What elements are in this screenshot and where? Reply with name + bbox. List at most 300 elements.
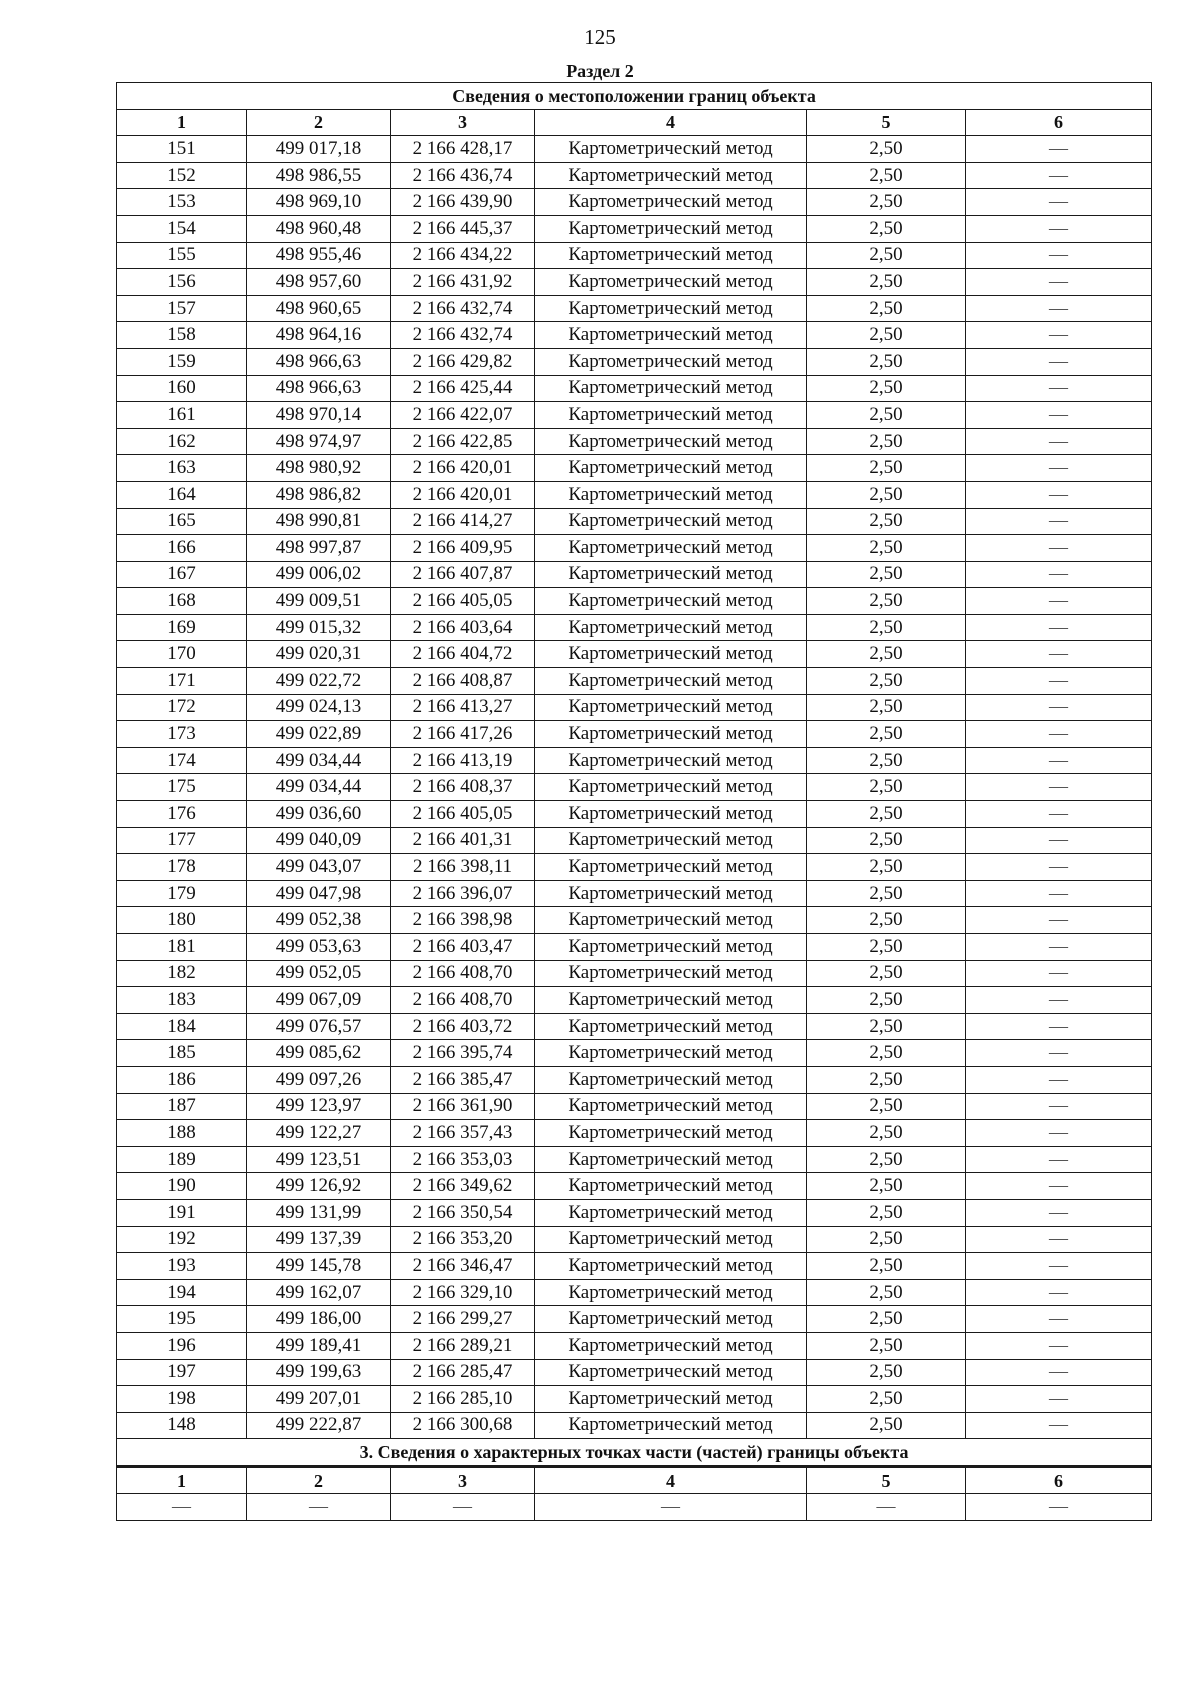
coordinate-y-cell: 2 166 407,87	[391, 561, 535, 588]
empty-cell: —	[966, 322, 1152, 349]
coordinate-y-cell: 2 166 346,47	[391, 1253, 535, 1280]
coordinate-x-cell: 498 966,63	[247, 375, 391, 402]
coordinate-y-cell: 2 166 299,27	[391, 1306, 535, 1333]
coordinate-y-cell: 2 166 300,68	[391, 1412, 535, 1439]
section3-column-header: 5	[807, 1466, 966, 1494]
point-number-cell: 189	[117, 1146, 247, 1173]
point-number-cell: 195	[117, 1306, 247, 1333]
table-row	[117, 588, 1152, 615]
coordinate-y-cell: 2 166 329,10	[391, 1279, 535, 1306]
coordinate-x-cell: 499 024,13	[247, 694, 391, 721]
coordinate-x-cell: 498 964,16	[247, 322, 391, 349]
table-header-row	[117, 109, 1152, 136]
coordinate-x-cell: 499 137,39	[247, 1226, 391, 1253]
point-number-cell: 162	[117, 428, 247, 455]
table-row	[117, 375, 1152, 402]
table-row	[117, 215, 1152, 242]
section3-cell: —	[247, 1494, 391, 1521]
method-cell: Картометрический метод	[535, 215, 807, 242]
coordinate-y-cell: 2 166 436,74	[391, 162, 535, 189]
table-row	[117, 801, 1152, 828]
point-number-cell: 186	[117, 1066, 247, 1093]
method-cell: Картометрический метод	[535, 1066, 807, 1093]
method-cell: Картометрический метод	[535, 694, 807, 721]
empty-cell: —	[966, 668, 1152, 695]
coordinate-x-cell: 499 043,07	[247, 854, 391, 881]
accuracy-cell: 2,50	[807, 1173, 966, 1200]
table-caption-row	[117, 83, 1152, 110]
coordinate-y-cell: 2 166 445,37	[391, 215, 535, 242]
empty-cell: —	[966, 960, 1152, 987]
method-cell: Картометрический метод	[535, 561, 807, 588]
method-cell: Картометрический метод	[535, 641, 807, 668]
empty-cell: —	[966, 295, 1152, 322]
coordinate-x-cell: 499 097,26	[247, 1066, 391, 1093]
point-number-cell: 169	[117, 614, 247, 641]
table-row	[117, 1359, 1152, 1386]
section3-cell: —	[807, 1494, 966, 1521]
table-row	[117, 854, 1152, 881]
coordinate-x-cell: 498 960,65	[247, 295, 391, 322]
point-number-cell: 158	[117, 322, 247, 349]
empty-cell: —	[966, 854, 1152, 881]
point-number-cell: 188	[117, 1120, 247, 1147]
point-number-cell: 156	[117, 269, 247, 296]
accuracy-cell: 2,50	[807, 269, 966, 296]
point-number-cell: 164	[117, 481, 247, 508]
coordinate-x-cell: 498 955,46	[247, 242, 391, 269]
method-cell: Картометрический метод	[535, 1173, 807, 1200]
accuracy-cell: 2,50	[807, 375, 966, 402]
section3-cell: —	[117, 1494, 247, 1521]
method-cell: Картометрический метод	[535, 295, 807, 322]
coordinate-y-cell: 2 166 422,07	[391, 402, 535, 429]
table-row	[117, 1279, 1152, 1306]
coordinate-x-cell: 499 067,09	[247, 987, 391, 1014]
empty-cell: —	[966, 747, 1152, 774]
coordinate-x-cell: 498 970,14	[247, 402, 391, 429]
coordinate-x-cell: 499 222,87	[247, 1412, 391, 1439]
accuracy-cell: 2,50	[807, 1146, 966, 1173]
table-row	[117, 694, 1152, 721]
method-cell: Картометрический метод	[535, 1253, 807, 1280]
coordinate-y-cell: 2 166 434,22	[391, 242, 535, 269]
coordinate-x-cell: 499 189,41	[247, 1332, 391, 1359]
point-number-cell: 170	[117, 641, 247, 668]
point-number-cell: 192	[117, 1226, 247, 1253]
table-caption: Сведения о местоположении границ объекта	[117, 83, 1152, 110]
accuracy-cell: 2,50	[807, 880, 966, 907]
empty-cell: —	[966, 880, 1152, 907]
coordinate-y-cell: 2 166 403,64	[391, 614, 535, 641]
accuracy-cell: 2,50	[807, 402, 966, 429]
coordinate-x-cell: 499 123,51	[247, 1146, 391, 1173]
coordinate-y-cell: 2 166 413,27	[391, 694, 535, 721]
coordinate-y-cell: 2 166 408,87	[391, 668, 535, 695]
empty-cell: —	[966, 1199, 1152, 1226]
section3-cell: —	[391, 1494, 535, 1521]
method-cell: Картометрический метод	[535, 322, 807, 349]
empty-cell: —	[966, 907, 1152, 934]
coordinate-y-cell: 2 166 403,72	[391, 1013, 535, 1040]
empty-cell: —	[966, 1173, 1152, 1200]
empty-cell: —	[966, 774, 1152, 801]
method-cell: Картометрический метод	[535, 1386, 807, 1413]
table-row	[117, 1332, 1152, 1359]
table-row	[117, 455, 1152, 482]
section3-header-row	[117, 1466, 1152, 1494]
coordinate-y-cell: 2 166 395,74	[391, 1040, 535, 1067]
section3-empty-row	[117, 1494, 1152, 1521]
table-row	[117, 668, 1152, 695]
coordinate-y-cell: 2 166 405,05	[391, 801, 535, 828]
method-cell: Картометрический метод	[535, 827, 807, 854]
point-number-cell: 167	[117, 561, 247, 588]
point-number-cell: 193	[117, 1253, 247, 1280]
point-number-cell: 190	[117, 1173, 247, 1200]
coordinate-y-cell: 2 166 420,01	[391, 455, 535, 482]
accuracy-cell: 2,50	[807, 455, 966, 482]
boundary-table-body	[117, 83, 1152, 1521]
coordinate-x-cell: 499 034,44	[247, 774, 391, 801]
table-row	[117, 1306, 1152, 1333]
coordinate-x-cell: 499 017,18	[247, 136, 391, 163]
table-row	[117, 1093, 1152, 1120]
coordinate-y-cell: 2 166 417,26	[391, 721, 535, 748]
method-cell: Картометрический метод	[535, 907, 807, 934]
accuracy-cell: 2,50	[807, 162, 966, 189]
coordinate-x-cell: 499 145,78	[247, 1253, 391, 1280]
point-number-cell: 173	[117, 721, 247, 748]
empty-cell: —	[966, 535, 1152, 562]
coordinate-y-cell: 2 166 398,11	[391, 854, 535, 881]
coordinate-y-cell: 2 166 350,54	[391, 1199, 535, 1226]
accuracy-cell: 2,50	[807, 588, 966, 615]
coordinate-x-cell: 499 009,51	[247, 588, 391, 615]
coordinate-x-cell: 498 997,87	[247, 535, 391, 562]
table-row	[117, 907, 1152, 934]
coordinate-x-cell: 499 034,44	[247, 747, 391, 774]
coordinate-y-cell: 2 166 429,82	[391, 348, 535, 375]
table-row	[117, 1146, 1152, 1173]
table-row	[117, 481, 1152, 508]
table-row	[117, 322, 1152, 349]
accuracy-cell: 2,50	[807, 481, 966, 508]
method-cell: Картометрический метод	[535, 269, 807, 296]
table-row	[117, 641, 1152, 668]
accuracy-cell: 2,50	[807, 934, 966, 961]
empty-cell: —	[966, 1412, 1152, 1439]
method-cell: Картометрический метод	[535, 189, 807, 216]
method-cell: Картометрический метод	[535, 1412, 807, 1439]
coordinate-y-cell: 2 166 401,31	[391, 827, 535, 854]
empty-cell: —	[966, 561, 1152, 588]
empty-cell: —	[966, 721, 1152, 748]
coordinate-x-cell: 499 022,89	[247, 721, 391, 748]
accuracy-cell: 2,50	[807, 907, 966, 934]
method-cell: Картометрический метод	[535, 1013, 807, 1040]
coordinate-y-cell: 2 166 353,20	[391, 1226, 535, 1253]
point-number-cell: 181	[117, 934, 247, 961]
point-number-cell: 180	[117, 907, 247, 934]
accuracy-cell: 2,50	[807, 694, 966, 721]
accuracy-cell: 2,50	[807, 987, 966, 1014]
coordinate-y-cell: 2 166 408,37	[391, 774, 535, 801]
table-row	[117, 561, 1152, 588]
accuracy-cell: 2,50	[807, 747, 966, 774]
point-number-cell: 160	[117, 375, 247, 402]
coordinate-x-cell: 498 990,81	[247, 508, 391, 535]
method-cell: Картометрический метод	[535, 348, 807, 375]
point-number-cell: 163	[117, 455, 247, 482]
coordinate-x-cell: 499 199,63	[247, 1359, 391, 1386]
point-number-cell: 183	[117, 987, 247, 1014]
empty-cell: —	[966, 1226, 1152, 1253]
section3-column-header: 1	[117, 1466, 247, 1494]
method-cell: Картометрический метод	[535, 136, 807, 163]
empty-cell: —	[966, 1146, 1152, 1173]
method-cell: Картометрический метод	[535, 934, 807, 961]
coordinate-y-cell: 2 166 361,90	[391, 1093, 535, 1120]
point-number-cell: 187	[117, 1093, 247, 1120]
accuracy-cell: 2,50	[807, 508, 966, 535]
accuracy-cell: 2,50	[807, 242, 966, 269]
column-header: 6	[966, 109, 1152, 136]
table-row	[117, 242, 1152, 269]
coordinate-y-cell: 2 166 414,27	[391, 508, 535, 535]
table-row	[117, 721, 1152, 748]
coordinate-y-cell: 2 166 432,74	[391, 322, 535, 349]
accuracy-cell: 2,50	[807, 1199, 966, 1226]
method-cell: Картометрический метод	[535, 508, 807, 535]
coordinate-y-cell: 2 166 431,92	[391, 269, 535, 296]
accuracy-cell: 2,50	[807, 295, 966, 322]
empty-cell: —	[966, 1013, 1152, 1040]
empty-cell: —	[966, 481, 1152, 508]
point-number-cell: 182	[117, 960, 247, 987]
method-cell: Картометрический метод	[535, 1146, 807, 1173]
method-cell: Картометрический метод	[535, 854, 807, 881]
method-cell: Картометрический метод	[535, 1226, 807, 1253]
coordinate-x-cell: 498 986,55	[247, 162, 391, 189]
accuracy-cell: 2,50	[807, 1253, 966, 1280]
point-number-cell: 148	[117, 1412, 247, 1439]
table-row	[117, 960, 1152, 987]
empty-cell: —	[966, 1066, 1152, 1093]
point-number-cell: 171	[117, 668, 247, 695]
empty-cell: —	[966, 1253, 1152, 1280]
empty-cell: —	[966, 641, 1152, 668]
empty-cell: —	[966, 1279, 1152, 1306]
method-cell: Картометрический метод	[535, 668, 807, 695]
accuracy-cell: 2,50	[807, 348, 966, 375]
coordinate-x-cell: 498 960,48	[247, 215, 391, 242]
point-number-cell: 161	[117, 402, 247, 429]
coordinate-x-cell: 499 040,09	[247, 827, 391, 854]
coordinate-y-cell: 2 166 408,70	[391, 960, 535, 987]
table-row	[117, 1173, 1152, 1200]
method-cell: Картометрический метод	[535, 1332, 807, 1359]
method-cell: Картометрический метод	[535, 162, 807, 189]
accuracy-cell: 2,50	[807, 322, 966, 349]
coordinate-y-cell: 2 166 413,19	[391, 747, 535, 774]
table-row	[117, 747, 1152, 774]
coordinate-y-cell: 2 166 357,43	[391, 1120, 535, 1147]
point-number-cell: 157	[117, 295, 247, 322]
coordinate-x-cell: 499 131,99	[247, 1199, 391, 1226]
coordinate-y-cell: 2 166 432,74	[391, 295, 535, 322]
coordinate-y-cell: 2 166 420,01	[391, 481, 535, 508]
empty-cell: —	[966, 827, 1152, 854]
method-cell: Картометрический метод	[535, 242, 807, 269]
coordinate-y-cell: 2 166 396,07	[391, 880, 535, 907]
point-number-cell: 165	[117, 508, 247, 535]
accuracy-cell: 2,50	[807, 136, 966, 163]
point-number-cell: 174	[117, 747, 247, 774]
coordinate-x-cell: 499 186,00	[247, 1306, 391, 1333]
column-header: 2	[247, 109, 391, 136]
empty-cell: —	[966, 136, 1152, 163]
method-cell: Картометрический метод	[535, 721, 807, 748]
column-header: 1	[117, 109, 247, 136]
accuracy-cell: 2,50	[807, 668, 966, 695]
coordinate-y-cell: 2 166 404,72	[391, 641, 535, 668]
method-cell: Картометрический метод	[535, 1199, 807, 1226]
method-cell: Картометрический метод	[535, 1359, 807, 1386]
section3-column-header: 2	[247, 1466, 391, 1494]
accuracy-cell: 2,50	[807, 428, 966, 455]
table-row	[117, 1066, 1152, 1093]
coordinate-x-cell: 499 122,27	[247, 1120, 391, 1147]
table-row	[117, 1040, 1152, 1067]
empty-cell: —	[966, 1093, 1152, 1120]
point-number-cell: 176	[117, 801, 247, 828]
table-row	[117, 987, 1152, 1014]
section3-column-header: 6	[966, 1466, 1152, 1494]
point-number-cell: 159	[117, 348, 247, 375]
table-row	[117, 880, 1152, 907]
coordinate-y-cell: 2 166 405,05	[391, 588, 535, 615]
point-number-cell: 184	[117, 1013, 247, 1040]
accuracy-cell: 2,50	[807, 1412, 966, 1439]
empty-cell: —	[966, 162, 1152, 189]
method-cell: Картометрический метод	[535, 614, 807, 641]
accuracy-cell: 2,50	[807, 1120, 966, 1147]
coordinate-x-cell: 498 974,97	[247, 428, 391, 455]
coordinate-y-cell: 2 166 353,03	[391, 1146, 535, 1173]
empty-cell: —	[966, 1040, 1152, 1067]
table-row	[117, 1226, 1152, 1253]
method-cell: Картометрический метод	[535, 1040, 807, 1067]
table-row	[117, 1386, 1152, 1413]
coordinate-y-cell: 2 166 403,47	[391, 934, 535, 961]
method-cell: Картометрический метод	[535, 1279, 807, 1306]
accuracy-cell: 2,50	[807, 721, 966, 748]
coordinate-y-cell: 2 166 428,17	[391, 136, 535, 163]
coordinate-x-cell: 499 085,62	[247, 1040, 391, 1067]
coordinate-y-cell: 2 166 398,98	[391, 907, 535, 934]
column-header: 3	[391, 109, 535, 136]
accuracy-cell: 2,50	[807, 641, 966, 668]
accuracy-cell: 2,50	[807, 1093, 966, 1120]
method-cell: Картометрический метод	[535, 1120, 807, 1147]
table-row	[117, 1253, 1152, 1280]
method-cell: Картометрический метод	[535, 880, 807, 907]
coordinate-x-cell: 499 053,63	[247, 934, 391, 961]
table-row	[117, 614, 1152, 641]
point-number-cell: 198	[117, 1386, 247, 1413]
method-cell: Картометрический метод	[535, 987, 807, 1014]
empty-cell: —	[966, 1306, 1152, 1333]
empty-cell: —	[966, 934, 1152, 961]
method-cell: Картометрический метод	[535, 402, 807, 429]
empty-cell: —	[966, 189, 1152, 216]
method-cell: Картометрический метод	[535, 801, 807, 828]
point-number-cell: 177	[117, 827, 247, 854]
empty-cell: —	[966, 1359, 1152, 1386]
accuracy-cell: 2,50	[807, 1306, 966, 1333]
accuracy-cell: 2,50	[807, 189, 966, 216]
table-row	[117, 348, 1152, 375]
coordinate-x-cell: 498 986,82	[247, 481, 391, 508]
page-number: 125	[584, 25, 616, 49]
section3-caption-row	[117, 1439, 1152, 1467]
column-header: 5	[807, 109, 966, 136]
section3-caption: 3. Сведения о характерных точках части (частей) границы объекта	[117, 1439, 1152, 1467]
empty-cell: —	[966, 694, 1152, 721]
table-row	[117, 1013, 1152, 1040]
table-row	[117, 428, 1152, 455]
coordinate-x-cell: 498 980,92	[247, 455, 391, 482]
accuracy-cell: 2,50	[807, 1013, 966, 1040]
method-cell: Картометрический метод	[535, 1306, 807, 1333]
table-row	[117, 1199, 1152, 1226]
method-cell: Картометрический метод	[535, 535, 807, 562]
empty-cell: —	[966, 428, 1152, 455]
coordinate-x-cell: 499 022,72	[247, 668, 391, 695]
accuracy-cell: 2,50	[807, 1226, 966, 1253]
coordinate-x-cell: 499 052,05	[247, 960, 391, 987]
accuracy-cell: 2,50	[807, 535, 966, 562]
point-number-cell: 191	[117, 1199, 247, 1226]
method-cell: Картометрический метод	[535, 428, 807, 455]
accuracy-cell: 2,50	[807, 1359, 966, 1386]
empty-cell: —	[966, 1120, 1152, 1147]
coordinate-x-cell: 499 006,02	[247, 561, 391, 588]
coordinate-y-cell: 2 166 409,95	[391, 535, 535, 562]
empty-cell: —	[966, 1332, 1152, 1359]
table-row	[117, 508, 1152, 535]
accuracy-cell: 2,50	[807, 614, 966, 641]
table-row	[117, 136, 1152, 163]
method-cell: Картометрический метод	[535, 774, 807, 801]
accuracy-cell: 2,50	[807, 960, 966, 987]
section-title: Раздел 2	[566, 61, 634, 81]
coordinate-x-cell: 499 036,60	[247, 801, 391, 828]
table-row	[117, 1412, 1152, 1439]
section3-cell: —	[535, 1494, 807, 1521]
empty-cell: —	[966, 215, 1152, 242]
coordinate-x-cell: 499 047,98	[247, 880, 391, 907]
method-cell: Картометрический метод	[535, 375, 807, 402]
point-number-cell: 153	[117, 189, 247, 216]
empty-cell: —	[966, 455, 1152, 482]
table-row	[117, 827, 1152, 854]
coordinate-x-cell: 499 207,01	[247, 1386, 391, 1413]
section3-column-header: 3	[391, 1466, 535, 1494]
table-row	[117, 1120, 1152, 1147]
coordinate-y-cell: 2 166 349,62	[391, 1173, 535, 1200]
